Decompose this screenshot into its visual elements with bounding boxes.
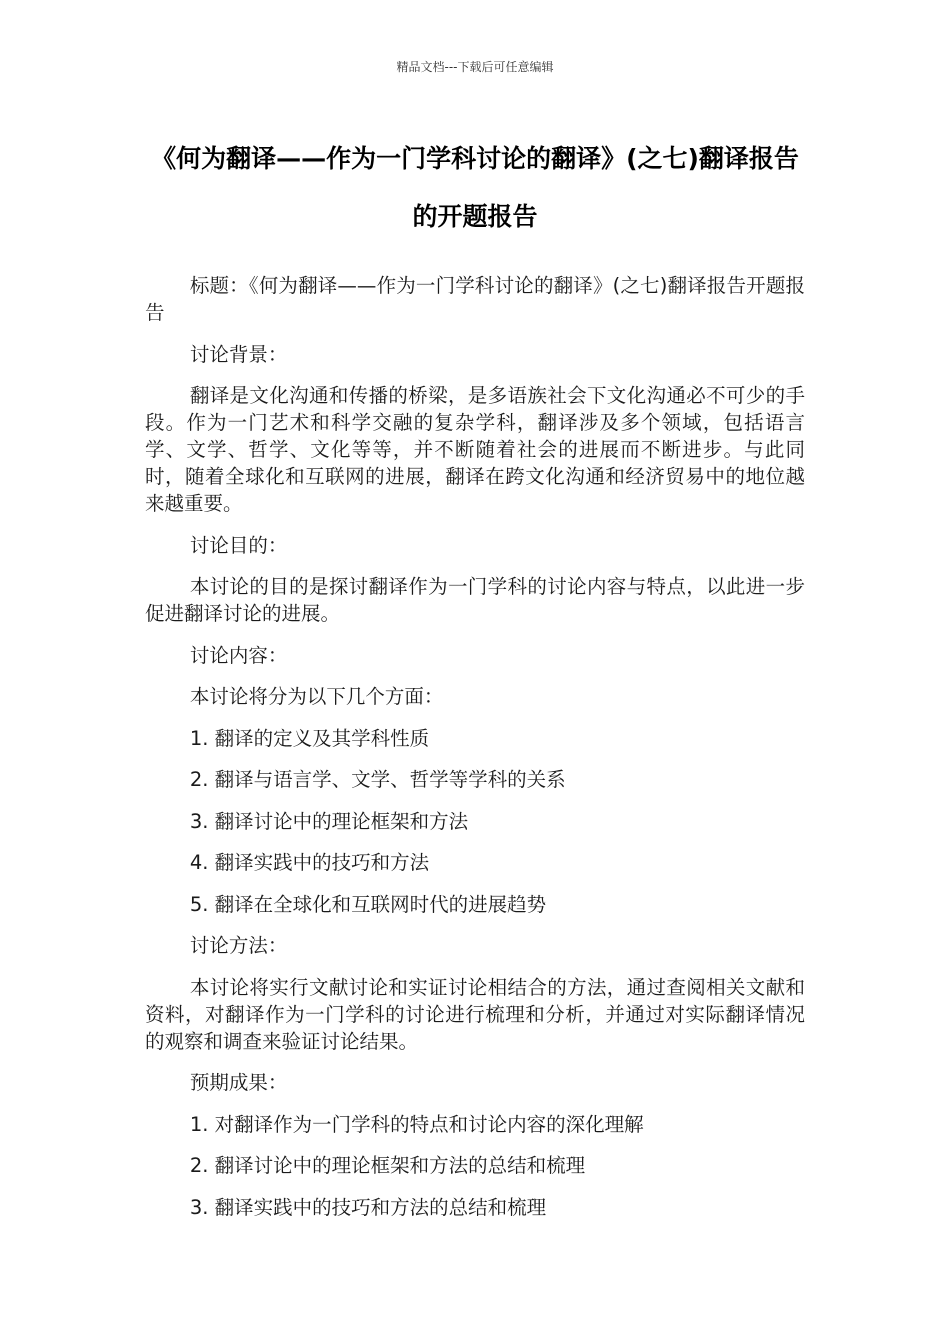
content-intro-paragraph: 本讨论将分为以下几个方面：: [189, 685, 444, 708]
content-list-item: 4. 翻译实践中的技巧和方法: [189, 851, 430, 874]
document-body: [145, 272, 805, 1235]
document-title: 《何为翻译——作为一门学科讨论的翻译》(之七)翻译报告的开题报告: [151, 144, 799, 231]
outcome-list-item: 3. 翻译实践中的技巧和方法的总结和梳理: [189, 1195, 547, 1219]
outcome-list-item: 2. 翻译讨论中的理论框架和方法的总结和梳理: [189, 1154, 586, 1177]
section-heading-background: 讨论背景：: [189, 342, 288, 366]
section-heading-purpose: 讨论目的：: [189, 533, 288, 557]
section-heading-outcomes: 预期成果：: [189, 1071, 288, 1094]
method-paragraph: 本讨论将实行文献讨论和实证讨论相结合的方法，通过查阅相关文献和资料，对翻译作为一门学科的讨论进行梳理和分析，并通过对实际翻译情况的观察和调查来验证讨论结果。: [145, 975, 805, 1053]
background-paragraph: 翻译是文化沟通和传播的桥梁，是多语族社会下文化沟通必不可少的手段。作为一门艺术和科学交融的复杂学科，翻译涉及多个领域，包括语言学、文学、哲学、文化等等，并不断随着社会的进展而不断进步。与此同时，随着全球化和互联网的进展，翻译在跨文化沟通和经济贸易中的地位越来越重要。: [145, 384, 805, 515]
outcome-list-item: 1. 对翻译作为一门学科的特点和讨论内容的深化理解: [189, 1112, 644, 1136]
section-heading-content: 讨论内容：: [189, 643, 288, 667]
section-heading-method: 讨论方法：: [189, 934, 288, 957]
content-list-item: 2. 翻译与语言学、文学、哲学等学科的关系: [189, 768, 566, 791]
content-list-item: 3. 翻译讨论中的理论框架和方法: [189, 809, 469, 833]
title-line-paragraph: 标题：《何为翻译——作为一门学科讨论的翻译》(之七)翻译报告开题报告: [145, 274, 805, 324]
content-list-item: 5. 翻译在全球化和互联网时代的进展趋势: [189, 892, 547, 916]
page-header-note: 精品文档---下载后可任意编辑: [396, 60, 554, 74]
purpose-paragraph: 本讨论的目的是探讨翻译作为一门学科的讨论内容与特点，以此进一步促进翻译讨论的进展。: [145, 575, 805, 625]
content-list-item: 1. 翻译的定义及其学科性质: [189, 726, 430, 750]
